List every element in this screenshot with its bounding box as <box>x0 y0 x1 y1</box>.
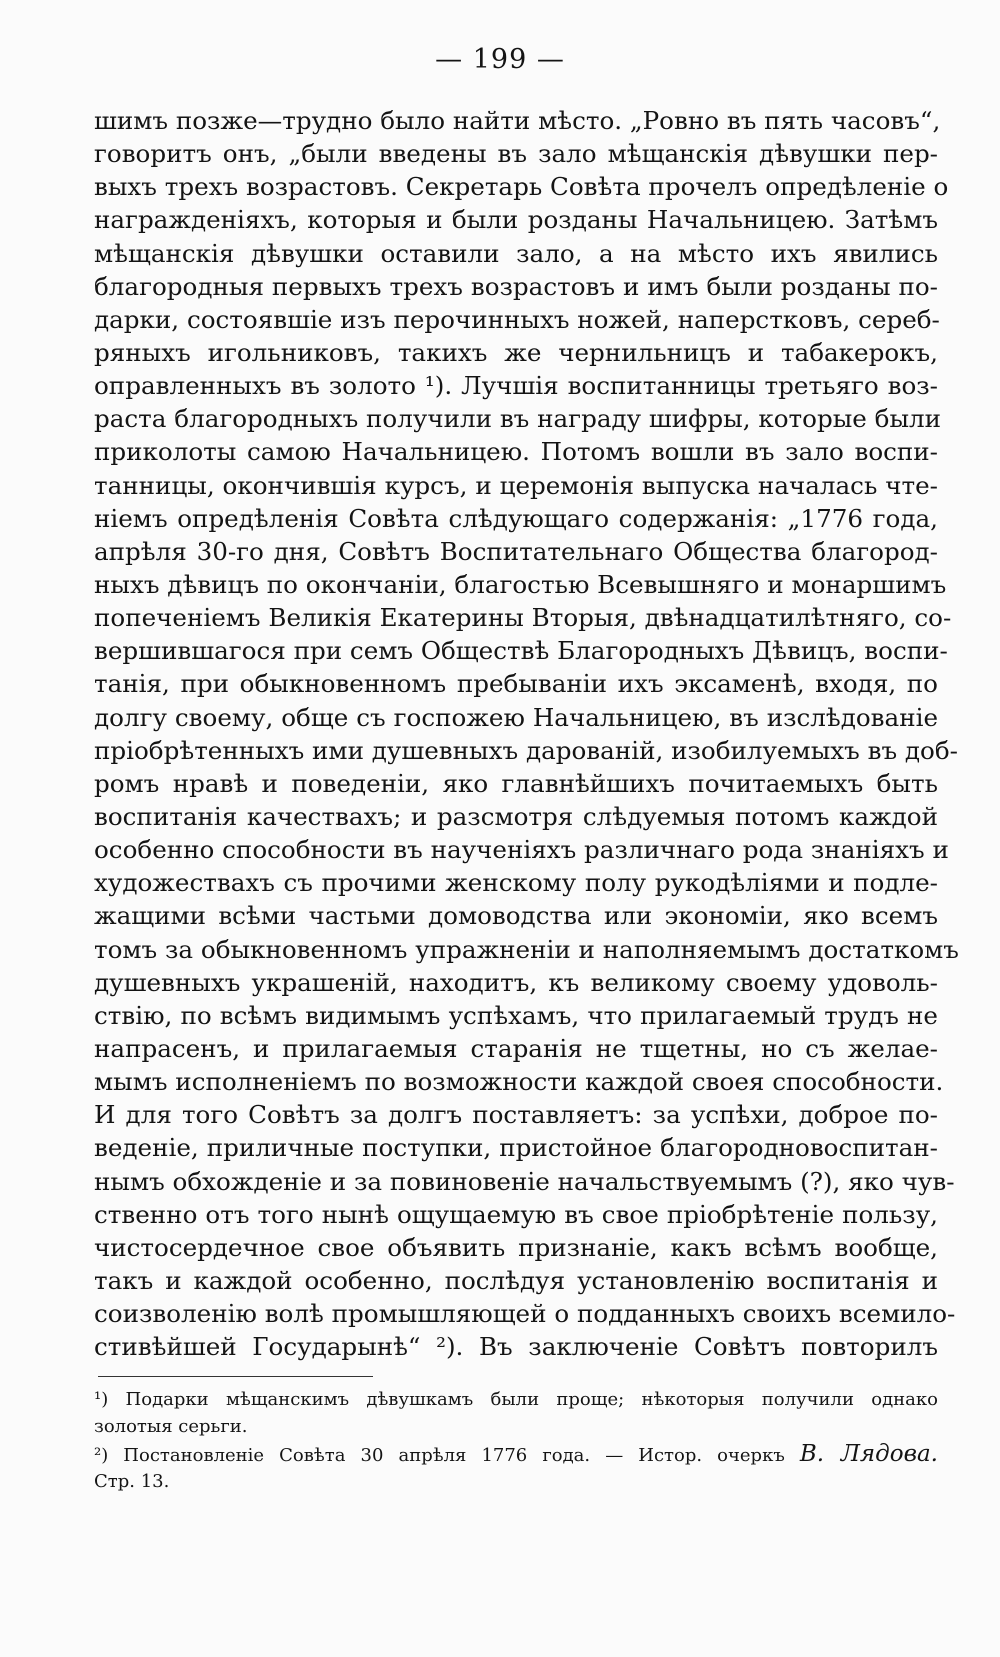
text-line: ніемъ опредѣленія Совѣта слѣдующаго содержанія: „1776 года, <box>94 503 938 533</box>
text-line: томъ за обыкновенномъ упражненіи и наполняемымъ достаткомъ <box>94 934 959 964</box>
body-text <box>94 104 959 1363</box>
page-number: — 199 — <box>435 44 565 75</box>
text-line: чистосердечное свое объявить признаніе, какъ всѣмъ вообще, <box>94 1232 938 1262</box>
text-line: напрасенъ, и прилагаемыя старанія не тщетны, но съ желае- <box>94 1033 938 1063</box>
footnote-separator <box>98 1376 373 1377</box>
text-line: шимъ позже—трудно было найти мѣсто. „Ровно въ пять часовъ“, <box>94 106 941 135</box>
text-line: апрѣля 30-го дня, Совѣтъ Воспитательнаго Общества благород- <box>94 536 938 566</box>
text-line: говоритъ онъ, „были введены въ зало мѣщанскія дѣвушки пер- <box>94 139 938 169</box>
text-line: вершившагося при семъ Обществѣ Благородныхъ Дѣвицъ, воспи- <box>94 636 948 666</box>
text-line: особенно способности въ наученіяхъ различнаго рода знаніяхъ и <box>94 835 949 865</box>
footnote-1-line-1: ¹) Подарки мѣщанскимъ дѣвушкамъ были проще; нѣкоторыя получили однако <box>94 1388 938 1410</box>
text-line: воспитанія качествахъ; и разсмотря слѣдуемыя потомъ каждой <box>94 801 938 831</box>
text-line: долгу своему, обще съ госпожею Начальницею, въ изслѣдованіе <box>94 702 938 732</box>
text-line: душевныхъ украшеній, находитъ, къ великому своему удоволь- <box>94 967 938 997</box>
footnote-2-line-1 <box>94 1441 938 1469</box>
text-line: художествахъ съ прочими женскому полу рукодѣліями и подле- <box>94 868 938 898</box>
text-line: мымъ исполненіемъ по возможности каждой своея способности. <box>94 1067 944 1097</box>
text-line: дарки, состоявшіе изъ перочинныхъ ножей, наперстковъ, сереб- <box>94 304 940 334</box>
text-line: ствію, по всѣмъ видимымъ успѣхамъ, что прилагаемый трудъ не <box>94 1000 938 1030</box>
text-line: жащими всѣми частьми домоводства или экономіи, яко всемъ <box>94 901 938 931</box>
text-line: танницы, окончившія курсъ, и церемонія выпуска началась чте- <box>94 470 938 500</box>
text-line: приколоты самою Начальницею. Потомъ вошли въ зало воспи- <box>94 437 938 467</box>
text-line: соизволенію волѣ промышляющей о подданныхъ своихъ всемило- <box>94 1299 956 1329</box>
text-line: ромъ нравѣ и поведеніи, яко главнѣйшихъ почитаемыхъ быть <box>94 768 938 798</box>
text-line: раста благородныхъ получили въ награду шифры, которые были <box>94 404 942 434</box>
text-line: награжденіяхъ, которыя и были розданы Начальницею. Затѣмъ <box>94 205 938 235</box>
text-line: пріобрѣтенныхъ ими душевныхъ дарованій, изобилуемыхъ въ доб- <box>94 735 958 765</box>
footnote-2-line-2: Стр. 13. <box>94 1471 170 1493</box>
footnote-2-text: ²) Постановленіе Совѣта 30 апрѣля 1776 года. — Истор. очеркъ <box>94 1444 785 1466</box>
text-line: такъ и каждой особенно, послѣдуя установленію воспитанія и <box>94 1265 938 1295</box>
footnote-2-author: В. Лядова. <box>799 1440 938 1467</box>
text-line: ныхъ дѣвицъ по окончаніи, благостью Всевышняго и монаршимъ <box>94 569 947 599</box>
text-line: веденіе, приличные поступки, пристойное благородновоспитан- <box>94 1133 938 1163</box>
text-line: нымъ обхожденіе и за повиновеніе начальствуемымъ (?), яко чув- <box>94 1166 955 1196</box>
text-line: ряныхъ игольниковъ, такихъ же чернильницъ и табакерокъ, <box>94 337 938 367</box>
text-line: оправленныхъ въ золото ¹). Лучшія воспитанницы третьяго воз- <box>94 371 938 401</box>
footnote-1-line-2: золотыя серьги. <box>94 1416 248 1438</box>
text-line: попеченіемъ Великія Екатерины Вторыя, двѣнадцатилѣтняго, со- <box>94 603 952 633</box>
text-line: стивѣйшей Государынѣ“ ²). Въ заключеніе Совѣтъ повторилъ <box>94 1332 938 1362</box>
text-line: выхъ трехъ возрастовъ. Секретарь Совѣта прочелъ опредѣленіе о <box>94 172 949 202</box>
text-line: мѣщанскія дѣвушки оставили зало, а на мѣсто ихъ явились <box>94 238 938 268</box>
text-line: И для того Совѣтъ за долгъ поставляетъ: за успѣхи, доброе по- <box>94 1100 938 1130</box>
text-line: танія, при обыкновенномъ пребываніи ихъ эксаменѣ, входя, по <box>94 669 938 699</box>
text-line: благородныя первыхъ трехъ возрастовъ и имъ были розданы по- <box>94 271 938 301</box>
text-line: ственно отъ того нынѣ ощущаемую въ свое пріобрѣтеніе пользу, <box>94 1199 938 1229</box>
footnotes <box>94 1386 938 1496</box>
